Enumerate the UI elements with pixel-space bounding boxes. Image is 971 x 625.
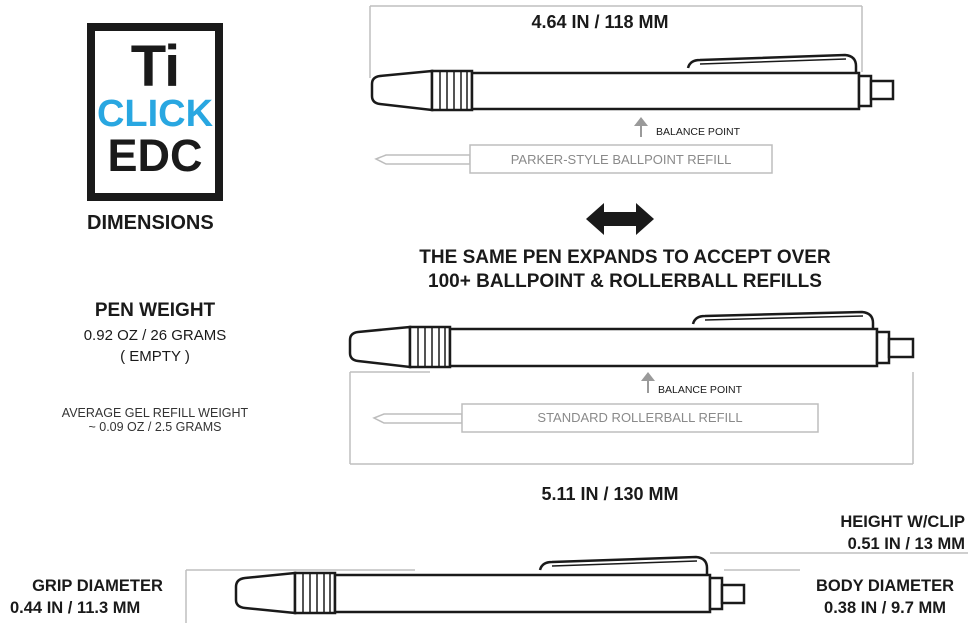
top-balance-label: BALANCE POINT xyxy=(656,126,741,138)
height-clip-value: 0.51 IN / 13 MM xyxy=(847,535,965,553)
headline-line2: 100+ BALLPOINT & ROLLERBALL REFILLS xyxy=(428,271,822,292)
logo xyxy=(87,23,223,201)
height-clip-block xyxy=(760,511,965,555)
middle-refill-label: STANDARD ROLLERBALL REFILL xyxy=(537,410,743,425)
body-diameter-title: BODY DIAMETER xyxy=(815,577,955,595)
middle-balance-label: BALANCE POINT xyxy=(658,384,743,396)
grip-diameter-title: GRIP DIAMETER xyxy=(32,577,163,595)
grip-diameter-block xyxy=(10,575,185,619)
bottom-pen xyxy=(236,557,744,613)
body-diameter-value: 0.38 IN / 9.7 MM xyxy=(824,599,946,617)
weight-title: PEN WEIGHT xyxy=(94,300,216,321)
weight-value: 0.92 OZ / 26 GRAMS xyxy=(83,327,227,344)
body-diameter-block xyxy=(800,575,970,619)
top-refill-label: PARKER-STYLE BALLPOINT REFILL xyxy=(510,152,732,167)
middle-balance-arrow xyxy=(641,372,655,393)
logo-edc: EDC xyxy=(107,130,203,181)
logo-caption: DIMENSIONS xyxy=(87,212,214,234)
gel-weight-line2: ~ 0.09 OZ / 2.5 GRAMS xyxy=(88,420,222,434)
logo-ti: Ti xyxy=(130,34,180,99)
top-length-label: 4.64 IN / 118 MM xyxy=(531,12,669,32)
double-arrow-icon xyxy=(586,203,654,235)
grip-diameter-value: 0.44 IN / 11.3 MM xyxy=(10,599,141,617)
top-balance-arrow xyxy=(634,117,648,137)
gel-weight-line1: AVERAGE GEL REFILL WEIGHT xyxy=(61,406,249,420)
middle-length-label: 5.11 IN / 130 MM xyxy=(541,484,679,504)
weight-note: ( EMPTY ) xyxy=(120,348,190,365)
top-pen xyxy=(372,55,893,110)
weight-block xyxy=(40,300,270,365)
height-clip-title: HEIGHT W/CLIP xyxy=(840,513,965,531)
logo-click: CLICK xyxy=(96,93,214,135)
gel-weight-block xyxy=(40,406,270,434)
headline xyxy=(380,246,870,294)
middle-pen xyxy=(350,312,913,367)
headline-line1: THE SAME PEN EXPANDS TO ACCEPT OVER xyxy=(419,247,831,268)
